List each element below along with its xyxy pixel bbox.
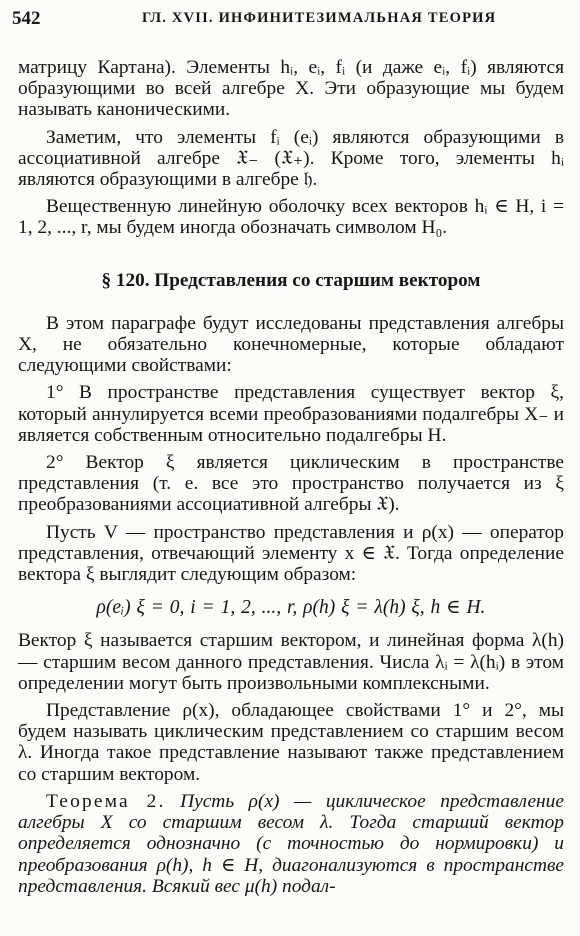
theorem-statement: Пусть ρ(x) — циклическое представление алгебры X со старшим весом λ. Тогда старший вектор определяется однозначно (с точностью до нормировки) и преобразования ρ(h), h ∈ H, диагонализуются в пространстве представления. Всякий вес μ(h) подал-: [18, 790, 564, 897]
theorem-2: [18, 791, 564, 897]
property-1: 1° В пространстве представления существует вектор ξ, который аннулируется всеми преобразованиями подалгебры X₋ и является собственным относительно подалгебры H.: [18, 382, 564, 446]
paragraph-definition: Пусть V — пространство представления и ρ(x) — оператор представления, отвечающий элементу x ∈ 𝔛. Тогда определение вектора ξ выглядит следующим образом:: [18, 521, 564, 586]
chapter-title: ГЛ. XVII. ИНФИНИТЕЗИМАЛЬНАЯ ТЕОРИЯ: [142, 10, 497, 26]
running-head: [12, 8, 558, 32]
paragraph-highest-vector: Вектор ξ называется старшим вектором, и линейная форма λ(h) — старшим весом данного представления. Числа λᵢ = λ(hᵢ) в этом определении могут быть произвольными комплексными.: [18, 630, 564, 694]
theorem-label: Теорема 2.: [46, 790, 166, 812]
paragraph-generators: Заметим, что элементы fᵢ (eᵢ) являются образующими в ассоциативной алгебре 𝔛₋ (𝔛₊). Кроме того, элементы hᵢ являются образующими в алгебре 𝔥.: [18, 126, 564, 191]
body-text: [18, 57, 564, 897]
page-number: 542: [12, 8, 41, 29]
paragraph-intro: В этом параграфе будут исследованы представления алгебры X, не обязательно конечномерные, которые обладают следующими свойствами:: [18, 312, 564, 377]
paragraph-cyclic-representation: Представление ρ(x), обладающее свойствами 1° и 2°, мы будем называть циклическим представлением со старшим весом λ. Иногда такое представление называют также представлением со старшим вектором.: [18, 700, 564, 785]
highest-vector-formula: ρ(eᵢ) ξ = 0, i = 1, 2, ..., r, ρ(h) ξ = λ(h) ξ, h ∈ H.: [96, 597, 486, 619]
paragraph-real-span: Вещественную линейную оболочку всех векторов hᵢ ∈ H, i = 1, 2, ..., r, мы будем иногда обозначать символом H₀.: [18, 196, 564, 239]
property-2: 2° Вектор ξ является циклическим в пространстве представления (т. е. все это пространство получается из ξ преобразованиями ассоциативной алгебры 𝔛).: [18, 452, 564, 516]
paragraph-cartan: матрицу Картана). Элементы hᵢ, eᵢ, fᵢ (и даже eᵢ, fᵢ) являются образующими во всей алгебре X. Эти образующие мы будем называть каноническими.: [18, 57, 564, 121]
section-title: § 120. Представления со старшим вектором: [101, 269, 481, 291]
